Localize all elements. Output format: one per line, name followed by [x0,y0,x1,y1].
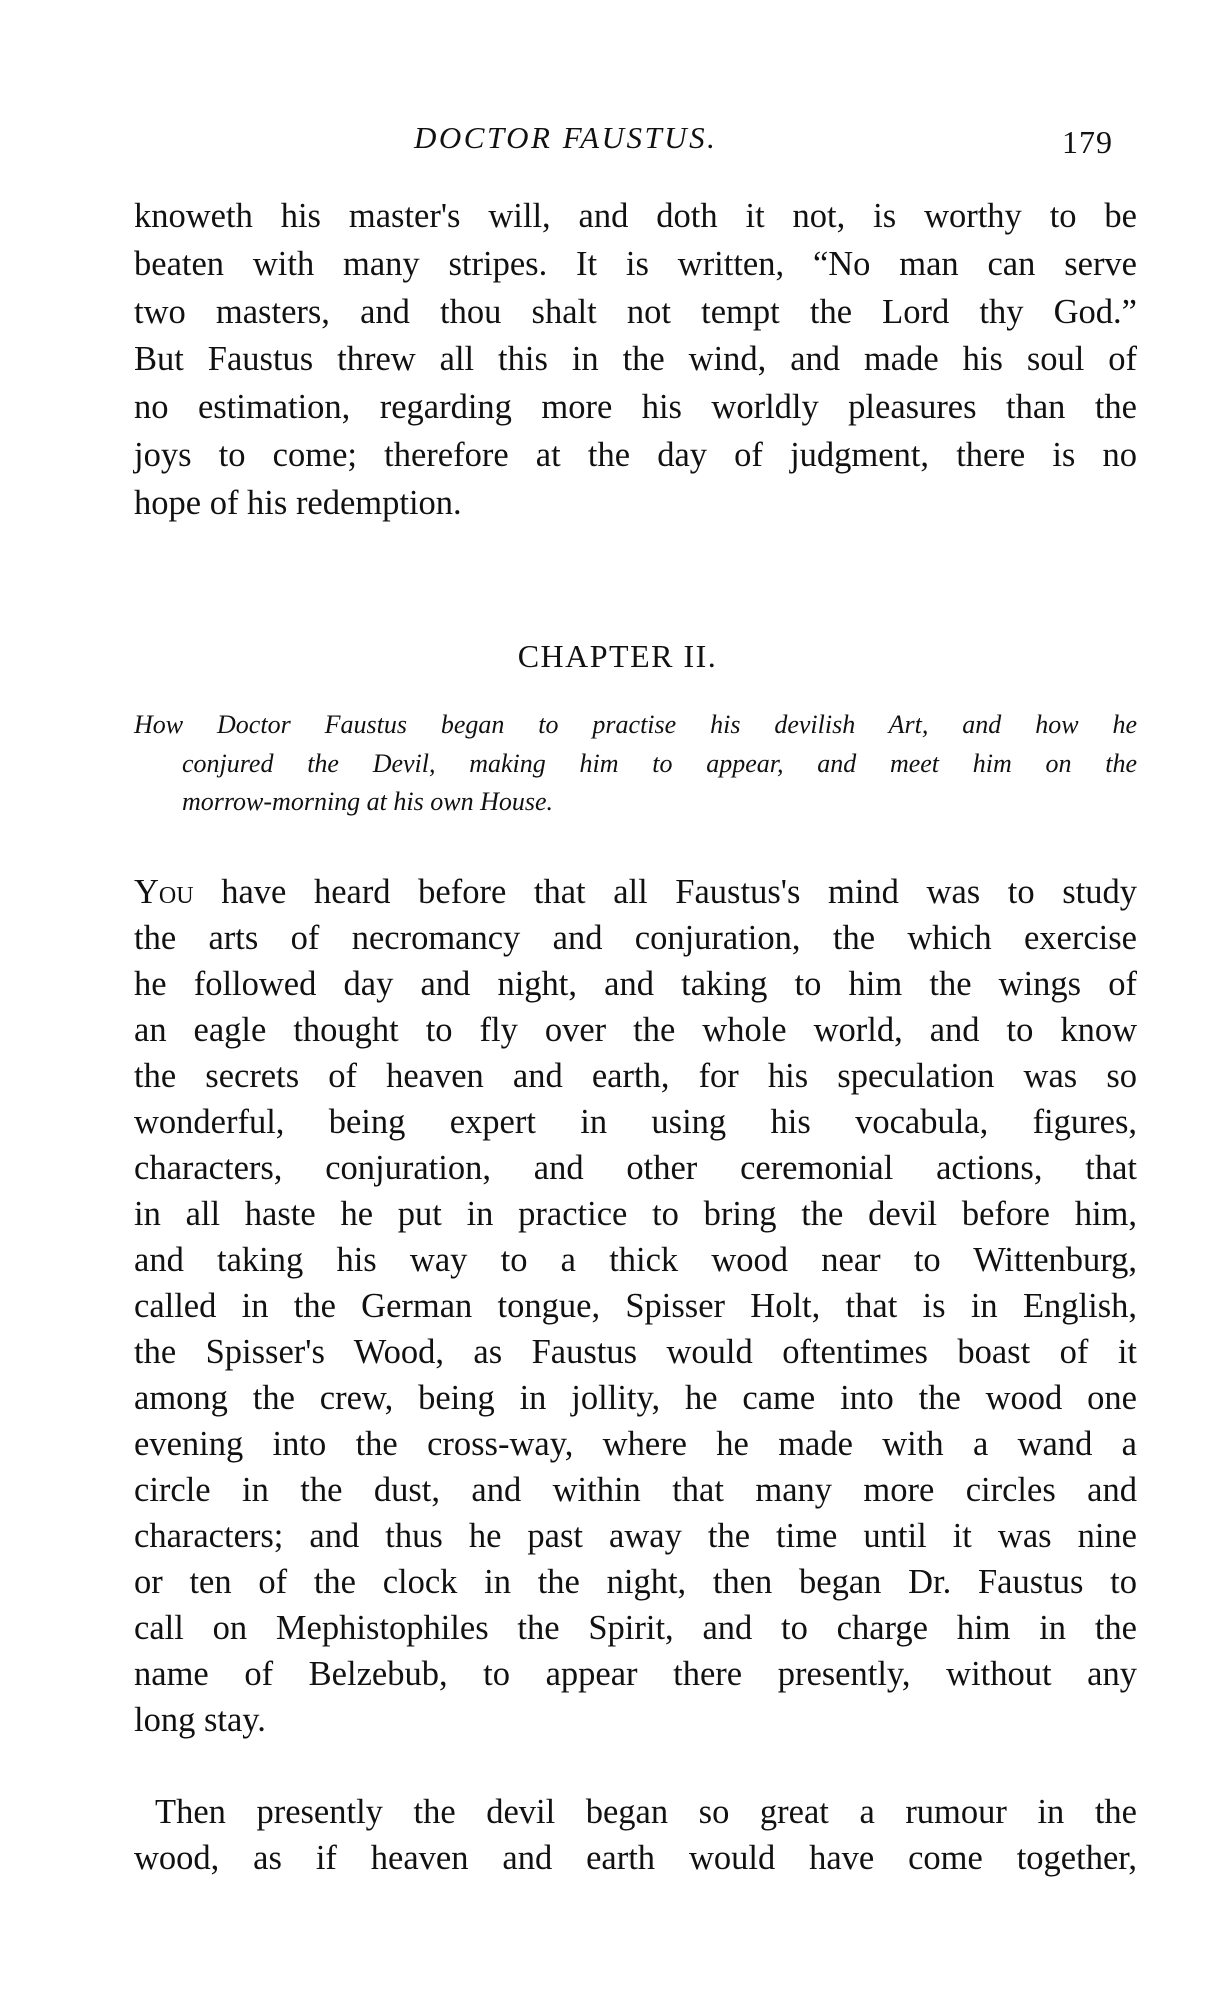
text-line: circle in the dust, and within that many more circles and [134,1471,1137,1509]
text-line: the arts of necromancy and conjuration, the which exercise [134,919,1137,957]
first-line-rest: have heard before that all Faustus's mind was to study [193,873,1137,911]
text-line [134,869,1137,915]
text-line: he followed day and night, and taking to him the wings of [134,965,1137,1003]
text-line: the Spisser's Wood, as Faustus would oftentimes boast of it [134,1333,1137,1371]
running-title: DOCTOR FAUSTUS. [414,120,718,155]
text-line: wonderful, being expert in using his vocabula, figures, [134,1103,1137,1141]
paragraph-1 [134,193,1137,528]
text-line: called in the German tongue, Spisser Holt, that is in English, [134,1287,1137,1325]
drop-word: You [134,873,194,911]
paragraph-2 [134,869,1137,1743]
summary-line: How Doctor Faustus began to practise his devilish Art, and how he [134,710,1137,739]
text-line: in all haste he put in practice to bring the devil before him, [134,1195,1137,1233]
text-line: name of Belzebub, to appear there presently, without any [134,1655,1137,1693]
summary-line: morrow-morning at his own House. [182,787,554,816]
text-line: wood, as if heaven and earth would have come together, [134,1839,1137,1877]
text-line: and taking his way to a thick wood near to Wittenburg, [134,1241,1137,1279]
chapter-heading: CHAPTER II. [517,638,718,674]
running-head [0,118,1205,158]
text-line: among the crew, being in jollity, he came into the wood one [134,1379,1137,1417]
text-line: long stay. [134,1701,266,1739]
chapter-summary [134,706,1137,822]
paragraph-3 [134,1789,1137,1881]
text-line: no estimation, regarding more his worldly pleasures than the [134,388,1137,427]
page-number: 179 [1062,124,1113,160]
text-line: evening into the cross-way, where he made with a wand a [134,1425,1137,1463]
text-line: the secrets of heaven and earth, for his speculation was so [134,1057,1137,1095]
text-line: hope of his redemption. [134,483,462,522]
summary-line: conjured the Devil, making him to appear, and meet him on the [182,748,1137,778]
text-line: Then presently the devil began so great a rumour in the [155,1793,1137,1831]
text-line: characters; and thus he past away the time until it was nine [134,1517,1137,1555]
text-line: characters, conjuration, and other ceremonial actions, that [134,1149,1137,1187]
text-line: But Faustus threw all this in the wind, and made his soul of [134,340,1137,379]
text-line: an eagle thought to fly over the whole world, and to know [134,1011,1137,1049]
text-line: beaten with many stripes. It is written, “No man can serve [134,244,1137,283]
text-line: two masters, and thou shalt not tempt the Lord thy God.” [134,292,1137,331]
text-line: call on Mephistophiles the Spirit, and to charge him in the [134,1609,1137,1647]
text-line: or ten of the clock in the night, then began Dr. Faustus to [134,1563,1137,1601]
text-line: joys to come; therefore at the day of judgment, there is no [134,435,1137,474]
text-line: knoweth his master's will, and doth it not, is worthy to be [134,197,1137,235]
